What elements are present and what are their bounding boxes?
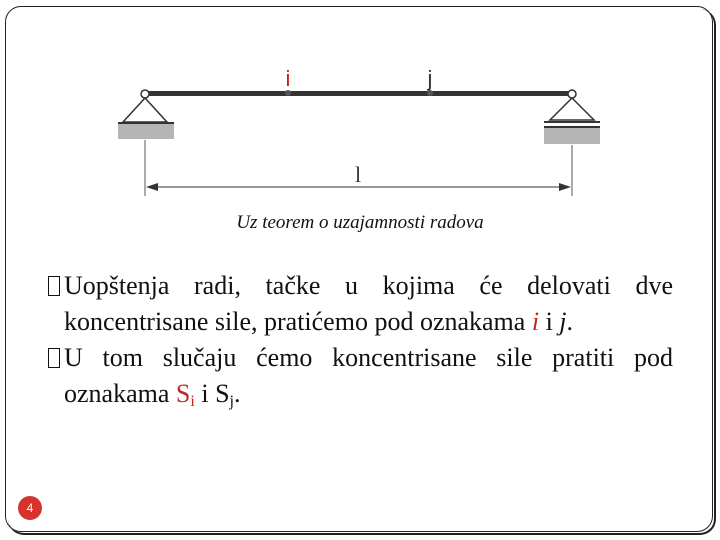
bullet-1-j: j — [559, 307, 567, 336]
page-number-badge: 4 — [18, 496, 42, 520]
figure-caption: Uz teorem o uzajamnosti radova — [236, 212, 484, 233]
bullet-1-end: . — [566, 307, 574, 336]
bullet-2-sub-i: i — [190, 393, 195, 411]
bullet-2-sub-j: j — [229, 393, 235, 411]
bullet-1-text: Uopštenja radi, tačke u kojima će delovati dve koncentrisane sile, pratićemo pod oznakama — [64, 271, 673, 336]
bullet-marker-icon — [48, 348, 60, 368]
length-label: l — [354, 162, 362, 187]
beam-diagram — [0, 0, 720, 210]
point-j-label: j — [427, 66, 433, 91]
roller-support-right — [544, 90, 600, 144]
bullet-list — [48, 268, 673, 420]
bullet-1-mid: i — [539, 307, 560, 336]
beam — [145, 91, 572, 96]
bullet-1-i: i — [531, 307, 540, 336]
bullet-2-S2: S — [215, 379, 230, 408]
bullet-marker-icon — [48, 276, 60, 296]
bullet-2-S1: S — [175, 379, 191, 408]
bullet-2-end: . — [234, 379, 241, 408]
bullet-2-text: U tom slučaju ćemo koncentrisane sile pratiti pod oznakama — [64, 343, 673, 408]
pin-support-left — [118, 90, 174, 139]
bullet-2 — [48, 340, 673, 420]
point-i-label: i — [285, 66, 291, 91]
bullet-1 — [48, 268, 673, 340]
bullet-2-mid: i — [194, 379, 216, 408]
